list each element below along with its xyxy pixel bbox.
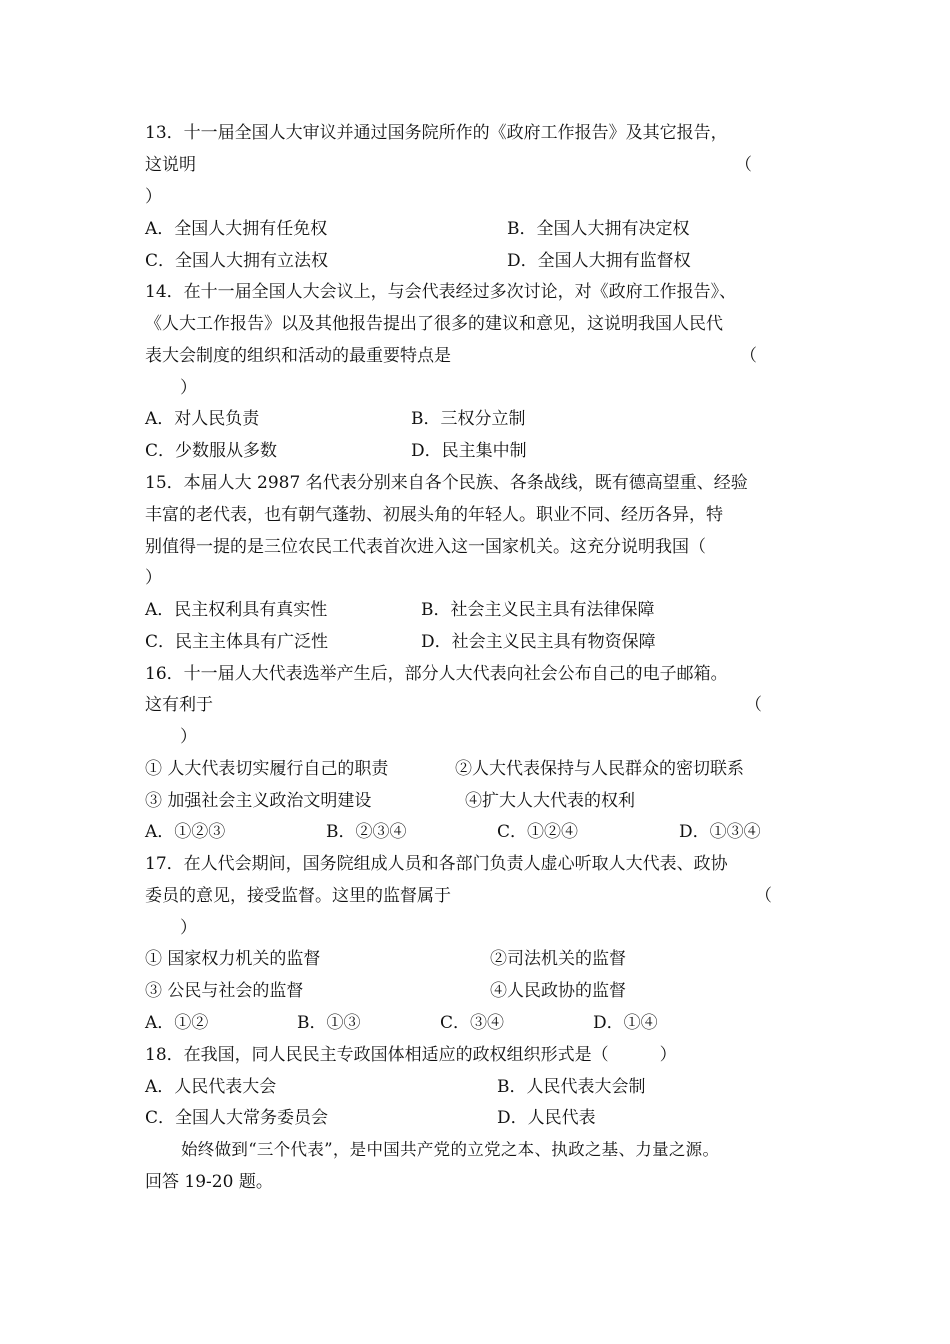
q13-answer-paren-open: （ [735, 155, 752, 175]
q16-option-d: D．①③④ [679, 822, 761, 842]
q15-option-b: B．社会主义民主具有法律保障 [421, 600, 655, 620]
q17-option-a: A．①② [145, 1013, 209, 1033]
q14-option-b: B．三权分立制 [411, 409, 526, 429]
q16-option-b: B．②③④ [326, 822, 407, 842]
q17-item-1: ① 国家权力机关的监督 [145, 949, 321, 969]
q18-option-c: C．全国人大常务委员会 [145, 1108, 329, 1128]
q15-stem-line3: 别值得一提的是三位农民工代表首次进入这一国家机关。这充分说明我国（ [145, 537, 706, 557]
q14-answer-paren-open: （ [740, 346, 757, 366]
q17-option-c: C．③④ [440, 1013, 505, 1033]
q13-stem-line2: 这说明 [145, 155, 196, 175]
q14-option-a: A．对人民负责 [145, 409, 260, 429]
q15-stem-line2: 丰富的老代表，也有朝气蓬勃、初展头角的年轻人。职业不同、经历各异，特 [145, 505, 723, 525]
q16-item-3: ③ 加强社会主义政治文明建设 [145, 791, 372, 811]
q17-stem-line2: 委员的意见，接受监督。这里的监督属于 [145, 886, 451, 906]
q13-option-b: B．全国人大拥有决定权 [507, 219, 690, 239]
q17-stem-line1: 17．在人代会期间，国务院组成人员和各部门负责人虚心听取人大代表、政协 [145, 854, 728, 874]
q18-option-a: A．人民代表大会 [145, 1077, 277, 1097]
q17-item-4: ④人民政协的监督 [490, 981, 626, 1001]
q17-option-b: B．①③ [297, 1013, 361, 1033]
q16-answer-paren-close: ） [180, 727, 197, 747]
q16-item-2: ②人大代表保持与人民群众的密切联系 [455, 759, 744, 779]
q16-stem-line2: 这有利于 [145, 695, 213, 715]
q15-answer-paren-close: ） [145, 568, 162, 588]
q16-option-c: C．①②④ [497, 822, 579, 842]
q18-option-d: D．人民代表 [497, 1108, 596, 1128]
q15-option-d: D．社会主义民主具有物资保障 [421, 632, 656, 652]
q14-stem-line3: 表大会制度的组织和活动的最重要特点是 [145, 346, 451, 366]
q14-option-d: D．民主集中制 [411, 441, 527, 461]
q14-answer-paren-close: ） [180, 378, 197, 398]
q14-stem-line1: 14．在十一届全国人大会议上，与会代表经过多次讨论，对《政府工作报告》、 [145, 282, 737, 302]
q13-answer-paren-close: ） [145, 187, 162, 207]
q16-stem-line1: 16．十一届人大代表选举产生后，部分人大代表向社会公布自己的电子邮箱。 [145, 664, 728, 684]
q16-item-1: ① 人大代表切实履行自己的职责 [145, 759, 389, 779]
q16-answer-paren-open: （ [745, 695, 762, 715]
q13-option-c: C．全国人大拥有立法权 [145, 251, 329, 271]
q18-stem-line1: 18．在我国，同人民民主专政国体相适应的政权组织形式是（ ） [145, 1045, 677, 1065]
q14-option-c: C．少数服从多数 [145, 441, 278, 461]
q16-option-a: A．①②③ [145, 822, 226, 842]
q13-option-a: A．全国人大拥有任免权 [145, 219, 328, 239]
q17-option-d: D．①④ [593, 1013, 658, 1033]
q15-option-c: C．民主主体具有广泛性 [145, 632, 329, 652]
q13-option-d: D．全国人大拥有监督权 [507, 251, 691, 271]
q19-20-intro-line2: 回答 19-20 题。 [145, 1172, 273, 1192]
q17-answer-paren-close: ） [180, 918, 197, 938]
q14-stem-line2: 《人大工作报告》以及其他报告提出了很多的建议和意见，这说明我国人民代 [145, 314, 723, 334]
q17-answer-paren-open: （ [755, 886, 772, 906]
q17-item-3: ③ 公民与社会的监督 [145, 981, 304, 1001]
q19-20-intro-line1: 始终做到“三个代表”，是中国共产党的立党之本、执政之基、力量之源。 [181, 1140, 720, 1159]
q13-stem-line1: 13．十一届全国人大审议并通过国务院所作的《政府工作报告》及其它报告， [145, 123, 728, 143]
q15-stem-line1: 15．本届人大 2987 名代表分别来自各个民族、各条战线，既有德高望重、经验 [145, 473, 748, 493]
q18-option-b: B．人民代表大会制 [497, 1077, 646, 1097]
q17-item-2: ②司法机关的监督 [490, 949, 626, 969]
q15-option-a: A．民主权利具有真实性 [145, 600, 328, 620]
q16-item-4: ④扩大人大代表的权利 [465, 791, 635, 811]
